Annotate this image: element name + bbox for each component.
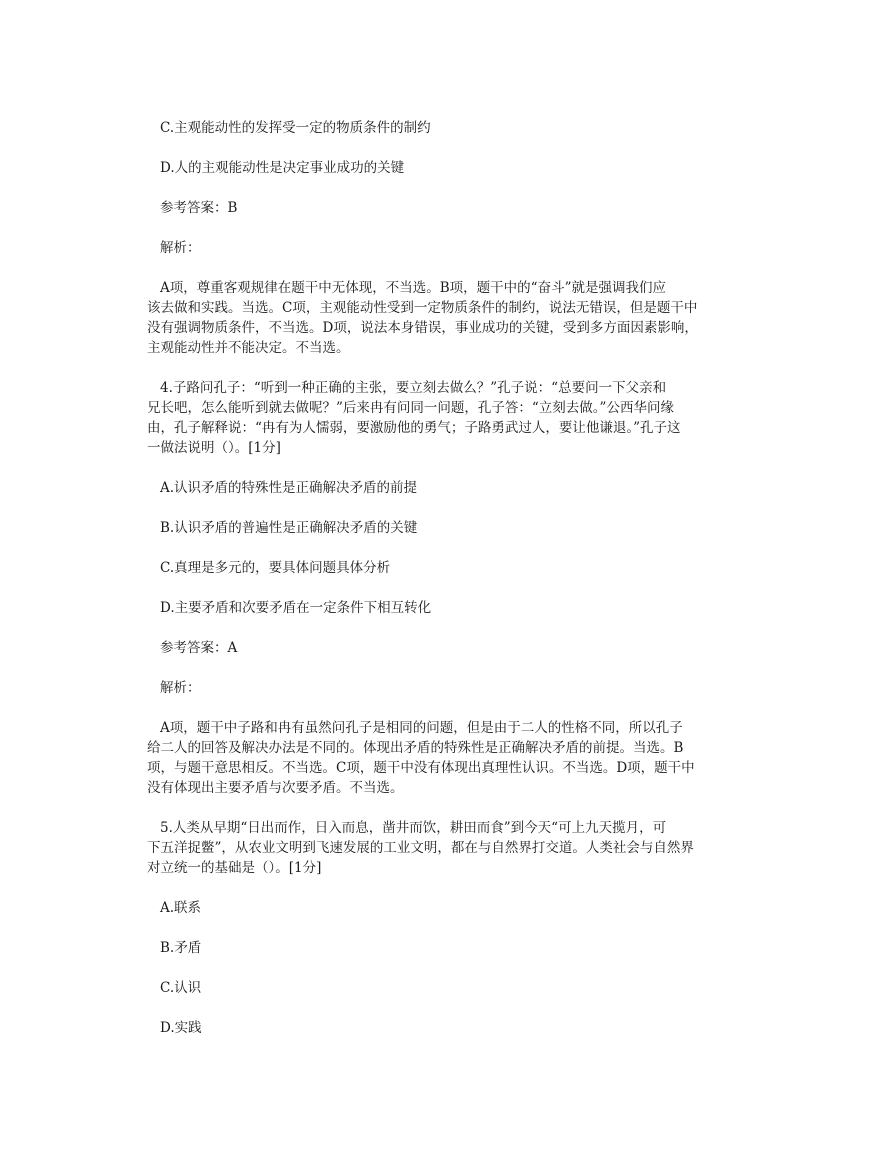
analysis-q4-line: 没有体现出主要矛盾与次要矛盾。不当选。 [147, 780, 404, 796]
option-d-q4: D.主要矛盾和次要矛盾在一定条件下相互转化 [160, 600, 432, 616]
analysis-q3 [147, 278, 770, 358]
question-5-line: 对立统一的基础是（）。[1分] [147, 860, 322, 876]
question-4-line: 一做法说明（）。[1分] [147, 440, 281, 456]
question-4-line: 4.子路问孔子：“听到一种正确的主张，要立刻去做么？”孔子说：“总要问一下父亲和 [160, 380, 667, 396]
question-4-line: 由，孔子解释说：“冉有为人懦弱，要激励他的勇气；子路勇武过人，要让他谦退。”孔子这 [147, 420, 681, 436]
option-b-q5: B.矛盾 [160, 940, 202, 956]
question-4 [147, 378, 770, 458]
analysis-q4-line: A项，题干中子路和冉有虽然问孔子是相同的问题，但是由于二人的性格不同，所以孔子 [160, 720, 683, 736]
analysis-q3-line: A项，尊重客观规律在题干中无体现，不当选。B项，题干中的“奋斗”就是强调我们应 [160, 280, 666, 296]
analysis-label-q3: 解析： [160, 240, 201, 256]
analysis-q4 [147, 718, 770, 798]
option-c-q5: C.认识 [160, 980, 202, 996]
analysis-q4-line: 给二人的回答及解决办法是不同的。体现出矛盾的特殊性是正确解决矛盾的前提。当选。B [147, 740, 684, 756]
analysis-q4-line: 项，与题干意思相反。不当选。C项，题干中没有体现出真理性认识。不当选。D项，题干中 [147, 760, 695, 776]
answer-q3: 参考答案：B [160, 200, 238, 216]
question-4-line: 兄长吧，怎么能听到就去做呢？”后来冉有问同一问题，孔子答：“立刻去做。”公西华问缘 [147, 400, 674, 416]
option-c-q3: C.主观能动性的发挥受一定的物质条件的制约 [160, 120, 431, 136]
analysis-q3-line: 该去做和实践。当选。C项，主观能动性受到一定物质条件的制约，说法无错误，但是题干中 [147, 300, 698, 316]
document-body [147, 118, 770, 1058]
question-5-line: 下五洋捉鳖”，从农业文明到飞速发展的工业文明，都在与自然界打交道。人类社会与自然界 [147, 840, 694, 856]
question-5-line: 5.人类从早期“日出而作，日入而息，凿井而饮，耕田而食”到今天“可上九天揽月，可 [160, 820, 667, 836]
option-a-q4: A.认识矛盾的特殊性是正确解决矛盾的前提 [160, 480, 418, 496]
analysis-label-q4: 解析： [160, 680, 201, 696]
analysis-q3-line: 没有强调物质条件，不当选。D项，说法本身错误，事业成功的关键，受到多方面因素影响， [147, 320, 698, 336]
option-d-q3: D.人的主观能动性是决定事业成功的关键 [160, 160, 405, 176]
answer-q4: 参考答案：A [160, 640, 238, 656]
option-b-q4: B.认识矛盾的普遍性是正确解决矛盾的关键 [160, 520, 418, 536]
analysis-q3-line: 主观能动性并不能决定。不当选。 [147, 340, 350, 356]
option-c-q4: C.真理是多元的，要具体问题具体分析 [160, 560, 391, 576]
question-5 [147, 818, 770, 878]
option-a-q5: A.联系 [160, 900, 202, 916]
option-d-q5: D.实践 [160, 1020, 202, 1036]
